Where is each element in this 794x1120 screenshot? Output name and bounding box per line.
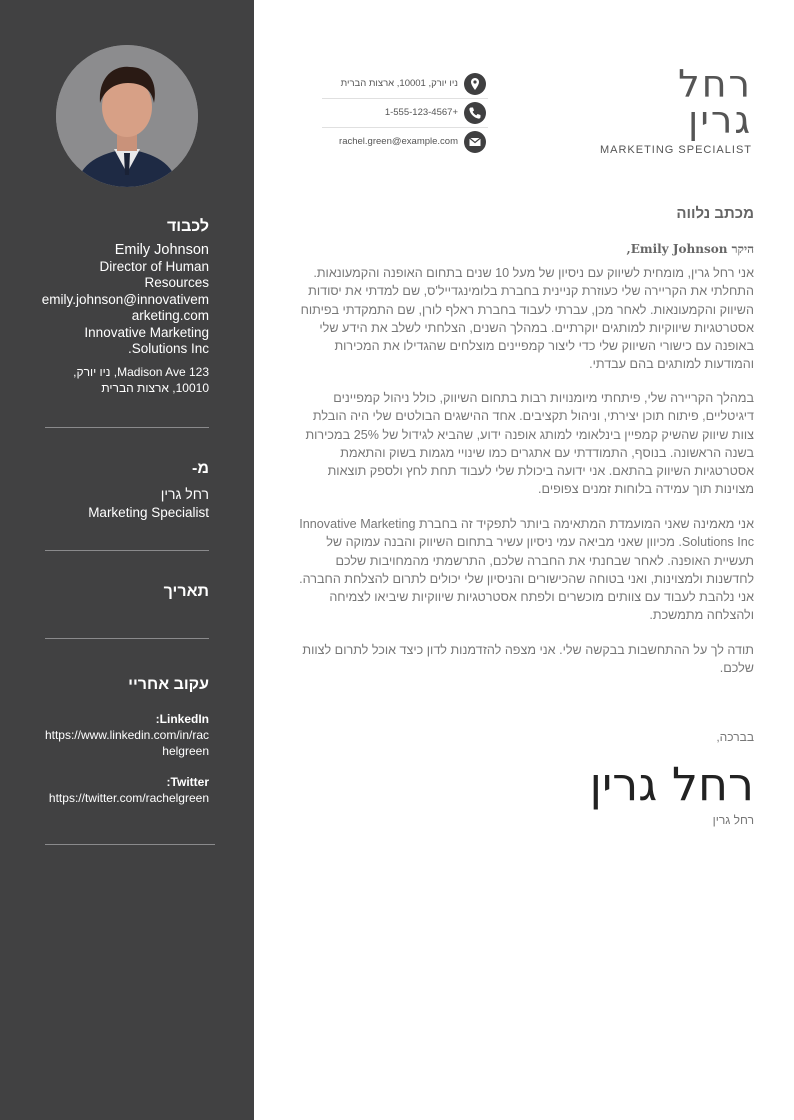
letter-title: מכתב נלווה xyxy=(676,205,754,222)
twitter-label: Twitter: xyxy=(166,775,209,789)
avatar xyxy=(56,45,198,187)
sender-block xyxy=(39,460,209,521)
linkedin-item xyxy=(39,711,209,759)
job-title: MARKETING SPECIALIST xyxy=(599,144,752,156)
linkedin-link[interactable]: https://www.linkedin.com/in/rachelgreen xyxy=(44,728,209,758)
contact-phone[interactable]: +1-555-123-4567 xyxy=(384,107,458,118)
from-name: רחל גרין xyxy=(160,486,209,502)
sender-name xyxy=(678,62,752,142)
letter-paragraph: תודה לך על ההתחשבות בבקשה שלי. אני מצפה להזדמנות לדון כיצד אוכל לתרום לצוות שלכם. xyxy=(302,643,754,676)
sidebar-divider xyxy=(45,427,209,428)
letter-paragraph: אני רחל גרין, מומחית לשיווק עם ניסיון של מעל 10 שנים בתחום האופנה והקמעונאות. התחלתי את הקריירה שלי כעוזרת קניינית בחברת בלומינגדייל'ס, שם למדתי את יסודות השיווק והקמעונאות. לאחר מכן, עברתי לעבוד בחברת ראלף לורן, שם התמקדתי בפיתוח אסטרטגיות שיווקיות למותגים יוקרתיים. במהלך השנים, הצלחתי לשלב את הידע שלי באופנה עם כישורי השיווק שלי כדי ליצור קמפיינים מוצלחים שהגדילו את המכירות והמודעות למותגים בהם עבדתי. xyxy=(300,266,754,372)
sidebar-divider xyxy=(45,550,209,551)
contact-email[interactable]: rachel.green@example.com xyxy=(339,136,458,147)
contact-address-row xyxy=(322,70,488,99)
date-heading: תאריך xyxy=(163,583,209,600)
sidebar-divider xyxy=(45,638,209,639)
recipient-block xyxy=(39,218,209,396)
location-pin-icon xyxy=(464,73,486,95)
from-title: Marketing Specialist xyxy=(88,504,209,520)
sender-first-name: רחל xyxy=(678,62,752,106)
twitter-link[interactable]: https://twitter.com/rachelgreen xyxy=(48,791,209,805)
recipient-name: Emily Johnson xyxy=(114,242,209,258)
recipient-title: Director of Human Resources xyxy=(99,258,209,290)
contact-email-row xyxy=(322,128,488,157)
sender-last-name: גרין xyxy=(688,98,752,142)
contact-phone-row xyxy=(322,99,488,128)
contact-address: ניו יורק, 10001, ארצות הברית xyxy=(340,78,458,89)
date-block xyxy=(39,583,209,601)
sidebar-divider xyxy=(45,844,215,845)
follow-heading: עקוב אחריי xyxy=(128,676,209,693)
letter-paragraph: אני מאמינה שאני המועמדת המתאימה ביותר לתפקיד זה בחברת Innovative Marketing Solutions Inc. מכיוון שאני מביאה עמי ניסיון עשיר בתחום השיווק והבנה עמוקה של תעשיית האופנה. לאחר שבחנתי את החברה שלכם, התרשמתי מהמחויבות שלכם לחדשנות ולמצוינות, ואני בטוחה שהכישורים והניסיון שלי יכולים לתרום להצלחת החברה. אני נלהבת לעבוד עם צוותים מוכשרים ולפתח אסטרטגיות שיווקיות שיביאו לצמיחה ולהצלחה מתמשכת. xyxy=(299,517,754,623)
signature: רחל גרין xyxy=(589,757,754,811)
envelope-icon xyxy=(464,131,486,153)
sidebar xyxy=(0,0,254,1120)
recipient-address: 123 Madison Ave, ניו יורק, 10010, ארצות הברית xyxy=(73,364,209,395)
recipient-email[interactable]: emily.johnson@innovativemarketing.com xyxy=(41,291,209,323)
to-heading: לכבוד xyxy=(166,218,209,235)
letter-paragraph: במהלך הקריירה שלי, פיתחתי מיומנויות רבות בתחום השיווק, כולל ניהול קמפיינים דיגיטליים, פיתוח תוכן יצירתי, וניהול תקציבים. אחד ההישגים הבולטים שלי היה הובלת צוות שיווק שהשיק קמפיין בינלאומי למותג אופנה ידוע, שהביא לגידול של 25% במכירות בשנה הראשונה. בנוסף, התמודדתי עם אתגרים כמו שינויי מגמות בשוק והתאמת אסטרטגיות השיווק בהתאם. אני ידועה ביכולת שלי לעבוד תחת לחץ ולספק תוצאות מצוינות תוך עמידה בלוחות זמנים צפופים. xyxy=(305,391,754,497)
signature-name: רחל גרין xyxy=(712,813,754,827)
follow-block xyxy=(39,676,209,806)
recipient-company: Innovative Marketing Solutions Inc. xyxy=(84,324,209,356)
from-heading: מ- xyxy=(192,460,209,477)
phone-icon xyxy=(464,102,486,124)
linkedin-label: LinkedIn: xyxy=(155,712,209,726)
profile-photo xyxy=(56,45,198,187)
salutation: היקר Emily Johnson, xyxy=(626,242,754,256)
twitter-item xyxy=(39,774,209,806)
closing: בברכה, xyxy=(716,730,754,744)
